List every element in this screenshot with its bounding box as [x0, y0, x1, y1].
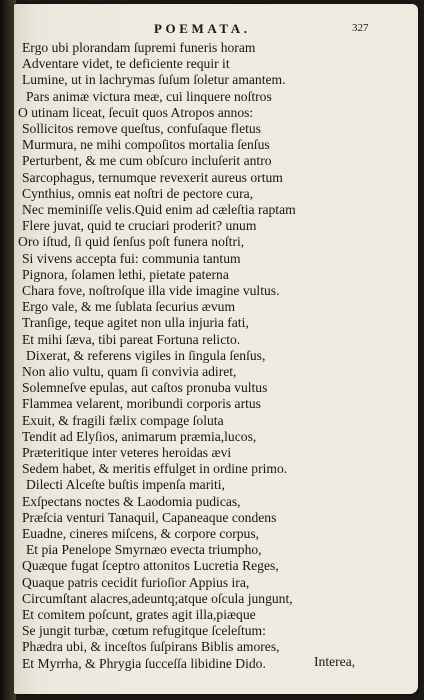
- poem-line: Chara fove, noſtroſque illa vide imagine vultus.: [22, 283, 280, 298]
- poem-line: Et mihi ſæva, tibi pareat Fortuna relicto.: [22, 331, 241, 347]
- poem-line: Pignora, ſolamen lethi, pietate paterna: [22, 266, 229, 282]
- book-page: [14, 4, 418, 694]
- poem-line: Circumſtant alacres,adeuntq;atque oſcula jungunt,: [22, 590, 293, 606]
- poem-line: Et Myrrha, & Phrygia ſucceſſa libidine Dido.: [22, 655, 266, 671]
- poem-line: Se jungit turbæ, cœtum refugitque ſceleſtum:: [22, 623, 266, 639]
- catchword: Interea,: [314, 654, 356, 669]
- poem-line: Cynthius, omnis eat noſtri de pectore cura,: [22, 185, 254, 201]
- poem-line: Tendit ad Elyſios, animarum præmia,lucos,: [22, 428, 257, 444]
- poem-line: Si vivens accepta fui: communia tantum: [22, 250, 241, 266]
- poem-line: Exuit, & fragili fælix compage ſoluta: [22, 412, 224, 428]
- poem-line: Tranſige, teque agitet non ulla injuria fati,: [22, 315, 249, 331]
- poem-line: Dixerat, & referens vigiles in ſingula ſenſus,: [26, 347, 266, 363]
- poem-line: Flammea velarent, moribundi corporis artus: [22, 396, 261, 412]
- poem-line: Ergo ubi plorandam ſupremi funeris horam: [22, 40, 256, 55]
- poem-line: Dilecti Alceſte buſtis impenſa mariti,: [26, 477, 225, 493]
- poem-line: Sollicitos remove queſtus, confuſaque fletus: [22, 121, 261, 136]
- poem-line: Pars animæ victura meæ, cui linquere noſtros: [26, 88, 272, 104]
- poem-line: Sarcophagus, ternumque revexerit aureus ortum: [22, 169, 283, 185]
- poem-line: Solemneſve epulas, aut caſtos pronuba vultus: [22, 380, 268, 396]
- poem-line: Et comitem poſcunt, grates agit illa,piæque: [22, 607, 256, 622]
- poem-line: Quæque fugat ſceptro attonitos Lucretia Reges,: [22, 558, 279, 574]
- poem-line: Adventare videt, te deficiente requir it: [22, 56, 230, 72]
- page-number: 327: [352, 22, 369, 34]
- poem-line: Oro iſtud, ſi quid ſenſus poſt funera noſtri,: [18, 234, 245, 250]
- running-title: POEMATA.: [154, 21, 251, 36]
- poem-line: Murmura, ne mihi compoſitos mortalia ſenſus: [22, 137, 270, 153]
- poem-line: Quaque patris cecidit furioſior Appius ira,: [22, 574, 250, 590]
- poem-line: Sedem habet, & meritis effulget in ordine primo.: [22, 461, 288, 477]
- poem-line: O utinam liceat, ſecuit quos Atropos annos:: [18, 104, 254, 120]
- poem-line: Non alio vultu, quam ſi convivia adiret,: [22, 364, 237, 379]
- poem-line: Perturbent, & me cum obſcuro incluſerit antro: [22, 153, 272, 169]
- poem-line: Phædra ubi, & inceſtos ſuſpirans Biblis amores,: [22, 639, 280, 655]
- poem-line: Lumine, ut in lachrymas ſuſum ſoletur amantem.: [22, 72, 286, 88]
- poem-line: Ergo vale, & me ſublata ſecurius ævum: [22, 299, 236, 315]
- poem-line: Prætеritique inter veteres heroidas ævi: [22, 445, 232, 460]
- poem-line: Exſpectans noctes & Laodomia pudicas,: [22, 493, 241, 509]
- poem-line: Præſcia venturi Tanaquil, Capaneaque condens: [22, 509, 277, 525]
- page-header: [14, 21, 418, 37]
- poem-line: Euadne, cineres miſcens, & corpore corpus,: [22, 526, 260, 541]
- poem-line: Et pia Penelope Smyrnæo evecta triumpho,: [26, 542, 262, 558]
- poem-line: Nec meminiſſe velis.Quid enim ad cæleſtia raptam: [22, 202, 296, 217]
- poem-line: Flere juvat, quid te cruciari proderit? unum: [22, 218, 257, 234]
